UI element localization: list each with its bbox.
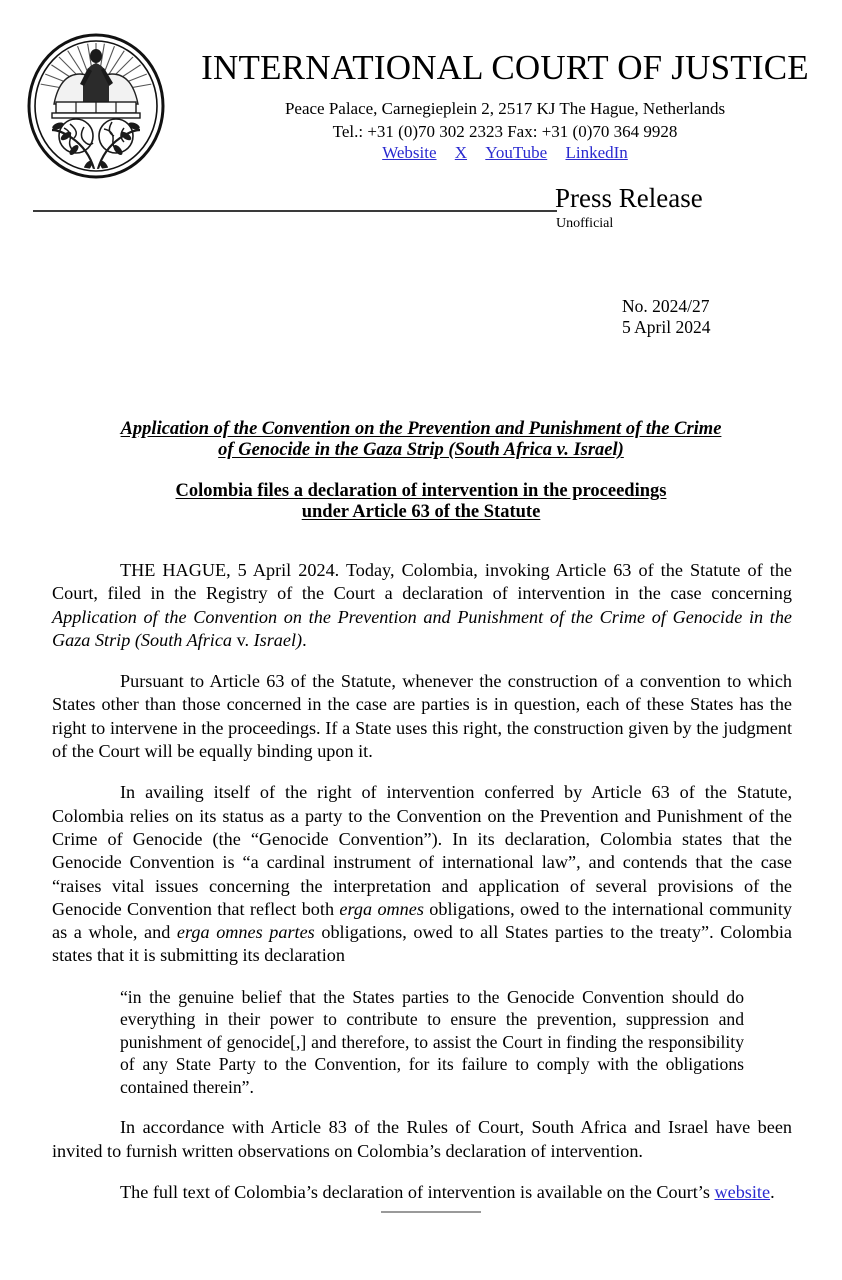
link-youtube[interactable]: YouTube — [485, 143, 548, 162]
paragraph-3-text-a: In availing itself of the right of intervention conferred by Article 63 of the Statute, Colombia relies on its status as a party to the Convention on the Prevention and Punishment of the Crime of Genocide (the “Genocide Convention”). In its declaration, Colombia states that the Genocide Convention is “a cardinal instrument of international law”, and contends that the case “raises vital issues concerning the interpretation and application of several provisions of the Genocide Convention that reflect both — [52, 782, 792, 919]
footer-divider-rule — [381, 1211, 481, 1213]
body-text — [52, 559, 792, 1204]
paragraph-1-versus: v. — [236, 629, 250, 650]
document-date: 5 April 2024 — [622, 317, 711, 337]
paragraph-1 — [52, 559, 792, 652]
subject-title — [52, 481, 790, 523]
organization-title: INTERNATIONAL COURT OF JUSTICE — [201, 48, 809, 87]
block-quote: “in the genuine belief that the States parties to the Genocide Convention should do everything in their power to contribute to ensure the prevention, suppression and punishment of genocide[,] and therefore, to assist the Court in finding the responsibility of any State Party to the Convention, for its failure to comply with the obligations contained therein”. — [120, 986, 744, 1097]
document-meta — [622, 296, 710, 338]
paragraph-4: In accordance with Article 83 of the Rules of Court, South Africa and Israel have been invited to furnish written observations on Colombia’s declaration of intervention. — [52, 1117, 792, 1161]
press-release-heading: Press Release — [555, 183, 703, 213]
paragraph-2: Pursuant to Article 63 of the Statute, whenever the construction of a convention to which States other than those concerned in the case are parties is in question, each of these States has the right to intervene in the proceedings. If a State uses this right, the construction given by the judgment of the Court will be equally binding upon it. — [52, 671, 792, 762]
address-line-1: Peace Palace, Carnegieplein 2, 2517 KJ The Hague, Netherlands — [284, 99, 726, 118]
unofficial-label: Unofficial — [556, 216, 614, 231]
case-title-line-2: of Genocide in the Gaza Strip (South Africa v. Israel) — [218, 440, 624, 460]
paragraph-5-period: . — [770, 1181, 775, 1202]
link-website[interactable]: Website — [382, 143, 437, 162]
paragraph-1-period: . — [302, 629, 307, 650]
address-line-2: Tel.: +31 (0)70 302 2323 Fax: +31 (0)70 364 9928 — [332, 121, 678, 141]
subject-title-line-2: under Article 63 of the Statute — [301, 502, 541, 522]
header-divider-rule — [33, 210, 557, 212]
paragraph-1-case-name-b: Israel) — [249, 629, 303, 650]
paragraph-5 — [52, 1181, 792, 1204]
paragraph-3-erga-omnes-partes: erga omnes partes — [176, 922, 315, 943]
social-links-row — [175, 143, 835, 163]
paragraph-3-text-b: obligations, owed to the international community as a whole, and — [52, 898, 792, 943]
paragraph-1-text: THE HAGUE, 5 April 2024. Today, Colombia, invoking Article 63 of the Statute of the Court, filed in the Registry of the Court a declaration of intervention in the case concerning — [52, 560, 792, 604]
icj-seal-icon — [26, 32, 166, 180]
letterhead — [0, 0, 842, 175]
link-court-website[interactable]: website — [714, 1181, 771, 1202]
subject-title-line-1: Colombia files a declaration of intervention in the proceedings — [175, 481, 667, 501]
case-title-line-1: Application of the Convention on the Prevention and Punishment of the Crime — [120, 419, 722, 439]
paragraph-3-erga-omnes: erga omnes — [339, 898, 424, 919]
case-title — [52, 419, 790, 461]
paragraph-1-case-name-a: Application of the Convention on the Prevention and Punishment of the Crime of Genocide in the Gaza Strip (South Africa — [52, 606, 792, 650]
link-x[interactable]: X — [454, 143, 468, 162]
paragraph-3 — [52, 781, 792, 967]
paragraph-3-text-c: obligations, owed to all States parties to the treaty”. Colombia states that it is submitting its declaration — [52, 922, 792, 966]
paragraph-5-text: The full text of Colombia’s declaration of intervention is available on the Court’s — [120, 1181, 715, 1202]
link-linkedin[interactable]: LinkedIn — [565, 143, 628, 162]
document-number: No. 2024/27 — [622, 296, 710, 316]
address-block — [175, 98, 835, 143]
